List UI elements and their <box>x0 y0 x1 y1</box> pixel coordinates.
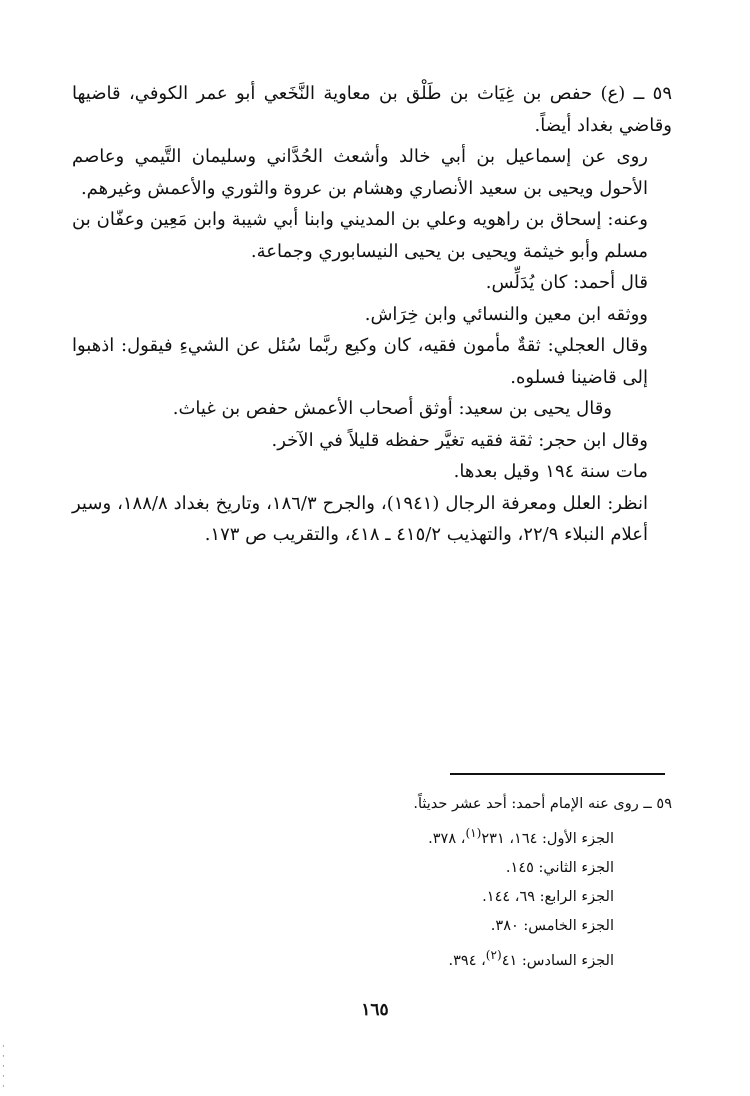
ibn-hajar-statement: وقال ابن حجر: ثقة فقيه تغيَّر حفظه قليلاً في الآخر. <box>271 429 648 451</box>
footnote-part-6: الجزء السادس: ٤١$^{(٢)}$، ٣٩٤. <box>448 947 614 969</box>
scan-edge-marks: · · · · · <box>2 1042 5 1092</box>
ahmad-statement: قال أحمد: كان يُدَلِّس. <box>485 272 648 293</box>
footnote-marker: (١) <box>465 826 482 840</box>
page-number: ١٦٥ <box>361 1000 389 1020</box>
ijli-statement: وقال العجلي: ثقةٌ مأمون فقيه، كان وكيع ربَّما سُئل عن الشيءِ فيقول: اذهبوا إلى قاضينا فسلوه. <box>72 335 648 388</box>
biography-entry <box>72 78 672 551</box>
footnote-part-1: الجزء الأول: ١٦٤، ٢٣١$^{(١)}$، ٣٧٨. <box>428 826 614 847</box>
footnote-part-2: الجزء الثاني: ١٤٥. <box>505 859 614 876</box>
footnote-separator <box>450 773 665 775</box>
entry-heading: ٥٩ ــ (ع) حفص بن غِيَاث بن طَلْق بن معاوية النَّخَعي أبو عمر الكوفي، قاضيها وقاضي بغداد أيضاً. <box>72 83 672 136</box>
death-note: مات سنة ١٩٤ وقيل بعدها. <box>453 461 648 482</box>
footnote-marker: (٢) <box>485 947 502 962</box>
yahya-statement: وقال يحيى بن سعيد: أوثق أصحاب الأعمش حفص بن غياث. <box>172 398 612 419</box>
footnote-head: ٥٩ ــ روى عنه الإمام أحمد: أحد عشر حديثاً. <box>413 796 672 812</box>
footnotes <box>72 790 672 976</box>
narrated-from: روى عن إسماعيل بن أبي خالد وأشعث الحُدَّاني وسليمان التَّيمي وعاصم الأحول ويحيى بن سعيد الأنصاري وهشام بن عروة والثوري والأعمش وغيرهم. <box>72 146 648 199</box>
tawthiq-statement: ووثقه ابن معين والنسائي وابن خِرَاش. <box>364 303 648 325</box>
footnote-part-5: الجزء الخامس: ٣٨٠. <box>490 917 614 934</box>
footnote-part-4: الجزء الرابع: ٦٩، ١٤٤. <box>482 888 614 905</box>
narrated-by: وعنه: إسحاق بن راهويه وعلي بن المديني وابنا أبي شيبة وابن مَعِين وعفّان بن مسلم وأبو خيثمة ويحيى بن يحيى النيسابوري وجماعة. <box>72 209 648 262</box>
sources-note: انظر: العلل ومعرفة الرجال (١٩٤١)، والجرح ١٨٦/٣، وتاريخ بغداد ١٨٨/٨، وسير أعلام النبلاء ٢٢/٩، والتهذيب ٤١٥/٢ ـ ٤١٨، والتقريب ص ١٧٣. <box>72 492 649 545</box>
